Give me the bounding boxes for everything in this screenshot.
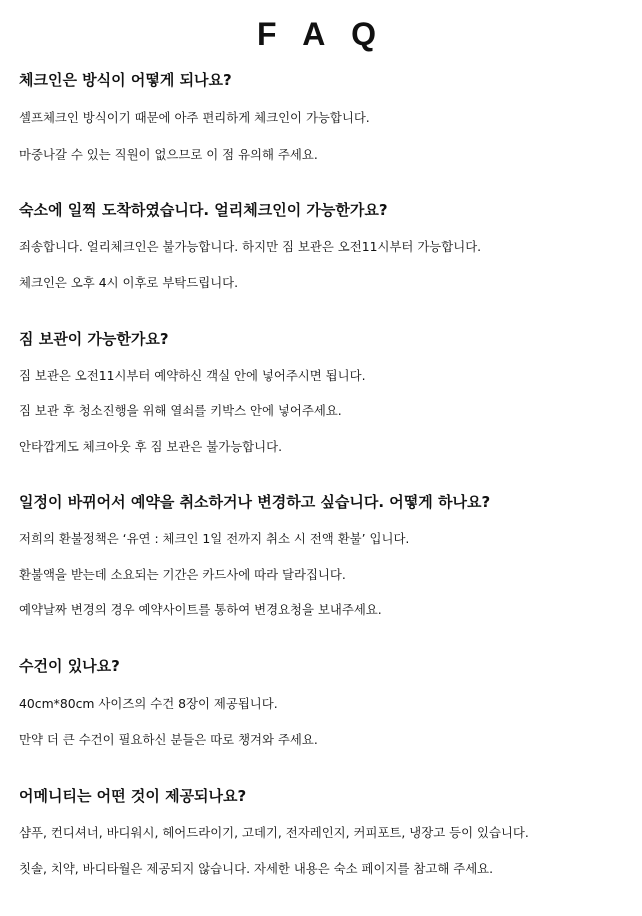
faq-answer: 안타깝게도 체크아웃 후 짐 보관은 불가능합니다. [19,439,283,454]
faq-answer: 죄송합니다. 얼리체크인은 불가능합니다. 하지만 짐 보관은 오전11시부터 가능합니다. [19,239,482,254]
faq-answer: 샴푸, 컨디셔너, 바디워시, 헤어드라이기, 고데기, 전자레인지, 커피포트, 냉장고 등이 있습니다. [19,825,529,840]
faq-question: 일정이 바뀌어서 예약을 취소하거나 변경하고 싶습니다. 어떻게 하나요? [19,493,491,511]
faq-question: 어메니티는 어떤 것이 제공되나요? [19,787,247,805]
faq-answer: 셀프체크인 방식이기 때문에 아주 편리하게 체크인이 가능합니다. [19,110,370,125]
faq-question: 수건이 있나요? [19,657,120,675]
faq-answer: 마중나갈 수 있는 직원이 없으므로 이 점 유의해 주세요. [19,147,318,162]
faq-answer: 저희의 환불정책은 ‘유연 : 체크인 1일 전까지 취소 시 전액 환불’ 입니다. [19,531,410,546]
faq-answer: 만약 더 큰 수건이 필요하신 분들은 따로 챙겨와 주세요. [19,732,318,747]
faq-answer: 체크인은 오후 4시 이후로 부탁드립니다. [19,275,239,290]
faq-question: 짐 보관이 가능한가요? [19,330,169,348]
faq-answer: 칫솔, 치약, 바디타월은 제공되지 않습니다. 자세한 내용은 숙소 페이지를 참고해 주세요. [19,861,494,876]
faq-answer: 짐 보관은 오전11시부터 예약하신 객실 안에 넣어주시면 됩니다. [19,368,366,383]
faq-question: 숙소에 일찍 도착하였습니다. 얼리체크인이 가능한가요? [19,201,388,219]
faq-answer: 환불액을 받는데 소요되는 기간은 카드사에 따라 달라집니다. [19,567,346,582]
faq-answer: 예약날짜 변경의 경우 예약사이트를 통하여 변경요청을 보내주세요. [19,602,382,617]
faq-answer: 짐 보관 후 청소진행을 위해 열쇠를 키박스 안에 넣어주세요. [19,403,342,418]
faq-answer: 40cm*80cm 사이즈의 수건 8장이 제공됩니다. [19,696,278,711]
faq-question: 체크인은 방식이 어떻게 되나요? [19,71,232,89]
page-title: F A Q [257,16,385,52]
